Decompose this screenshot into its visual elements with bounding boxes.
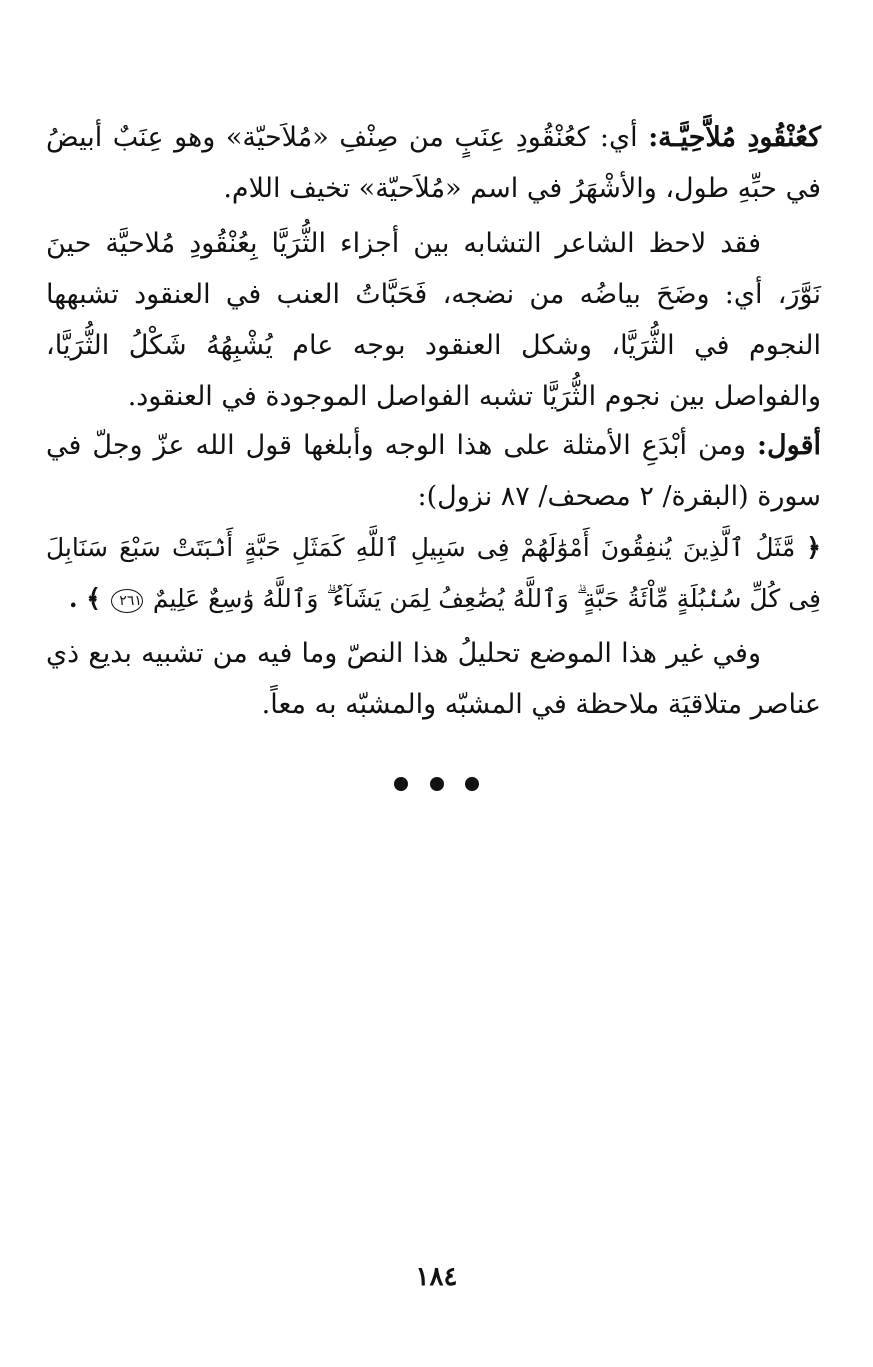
author-note-label: أقول: <box>757 430 821 461</box>
quran-verse <box>46 522 821 624</box>
verse-text: مَّثَلُ ٱلَّذِينَ يُنفِقُونَ أَمْوَٰلَهُمْ فِى سَبِيلِ ٱللَّهِ كَمَثَلِ حَبَّةٍ أَنۢبَتَتْ سَبْعَ سَنَابِلَ فِى كُلِّ سُنۢبُلَةٍ مِّاْئَةُ حَبَّةٍ ۗ وَٱللَّهُ يُضَٰعِفُ لِمَن يَشَآءُ ۗ وَٱللَّهُ وَٰسِعٌ عَلِيمٌ <box>46 533 821 613</box>
verse-close-bracket: ﴾ . <box>68 584 101 613</box>
quote-intro-text: ومن أبْدَعِ الأمثلة على هذا الوجه وأبلغها قول الله عزّ وجلّ في سورة (البقرة/ ٢ مصحف/ ٨٧ نزول): <box>46 430 821 512</box>
paragraph-analysis: فقد لاحظ الشاعر التشابه بين أجزاء الثُّرَيَّا بِعُنْقُودِ مُلاحيَّة حينَ نَوَّرَ، أي: وضَحَ بياضُه من نضجه، فَحَبَّاتُ العنب في العنقود تشبهها النجوم في الثُّرَيَّا، وشكل العنقود بوجه عام يُشْبِهُهُ شَكْلُ الثُّرَيَّا، والفواصل بين نجوم الثُّرَيَّا تشبه الفواصل الموجودة في العنقود. <box>46 228 821 412</box>
page-number: ١٨٤ <box>415 1262 458 1292</box>
term-heading: كعُنْقُودِ مُلاَّحِيَّـة: <box>648 122 821 153</box>
separator-dot-icon <box>394 777 408 791</box>
paragraph-definition <box>46 112 821 214</box>
section-separator <box>0 776 873 795</box>
separator-dot-icon <box>430 777 444 791</box>
definition-text: أي: كعُنْقُودِ عِنَبٍ من صِنْفِ «مُلاَحيّة» وهو عِنَبٌ أبيضُ في حبِّهِ طول، والأشْهَرُ في اسم «مُلاَحيّة» تخيف اللام. <box>46 122 821 204</box>
paragraph-quote-intro <box>46 420 821 522</box>
verse-open-bracket: ﴿ <box>806 533 821 562</box>
paragraph-closing: وفي غير هذا الموضع تحليلُ هذا النصّ وما فيه من تشبيه بديع ذي عناصر متلاقيَة ملاحظة في المشبّه والمشبّه به معاً. <box>46 638 821 720</box>
separator-dot-icon <box>465 777 479 791</box>
verse-number-icon: ٢٦١ <box>111 589 143 613</box>
